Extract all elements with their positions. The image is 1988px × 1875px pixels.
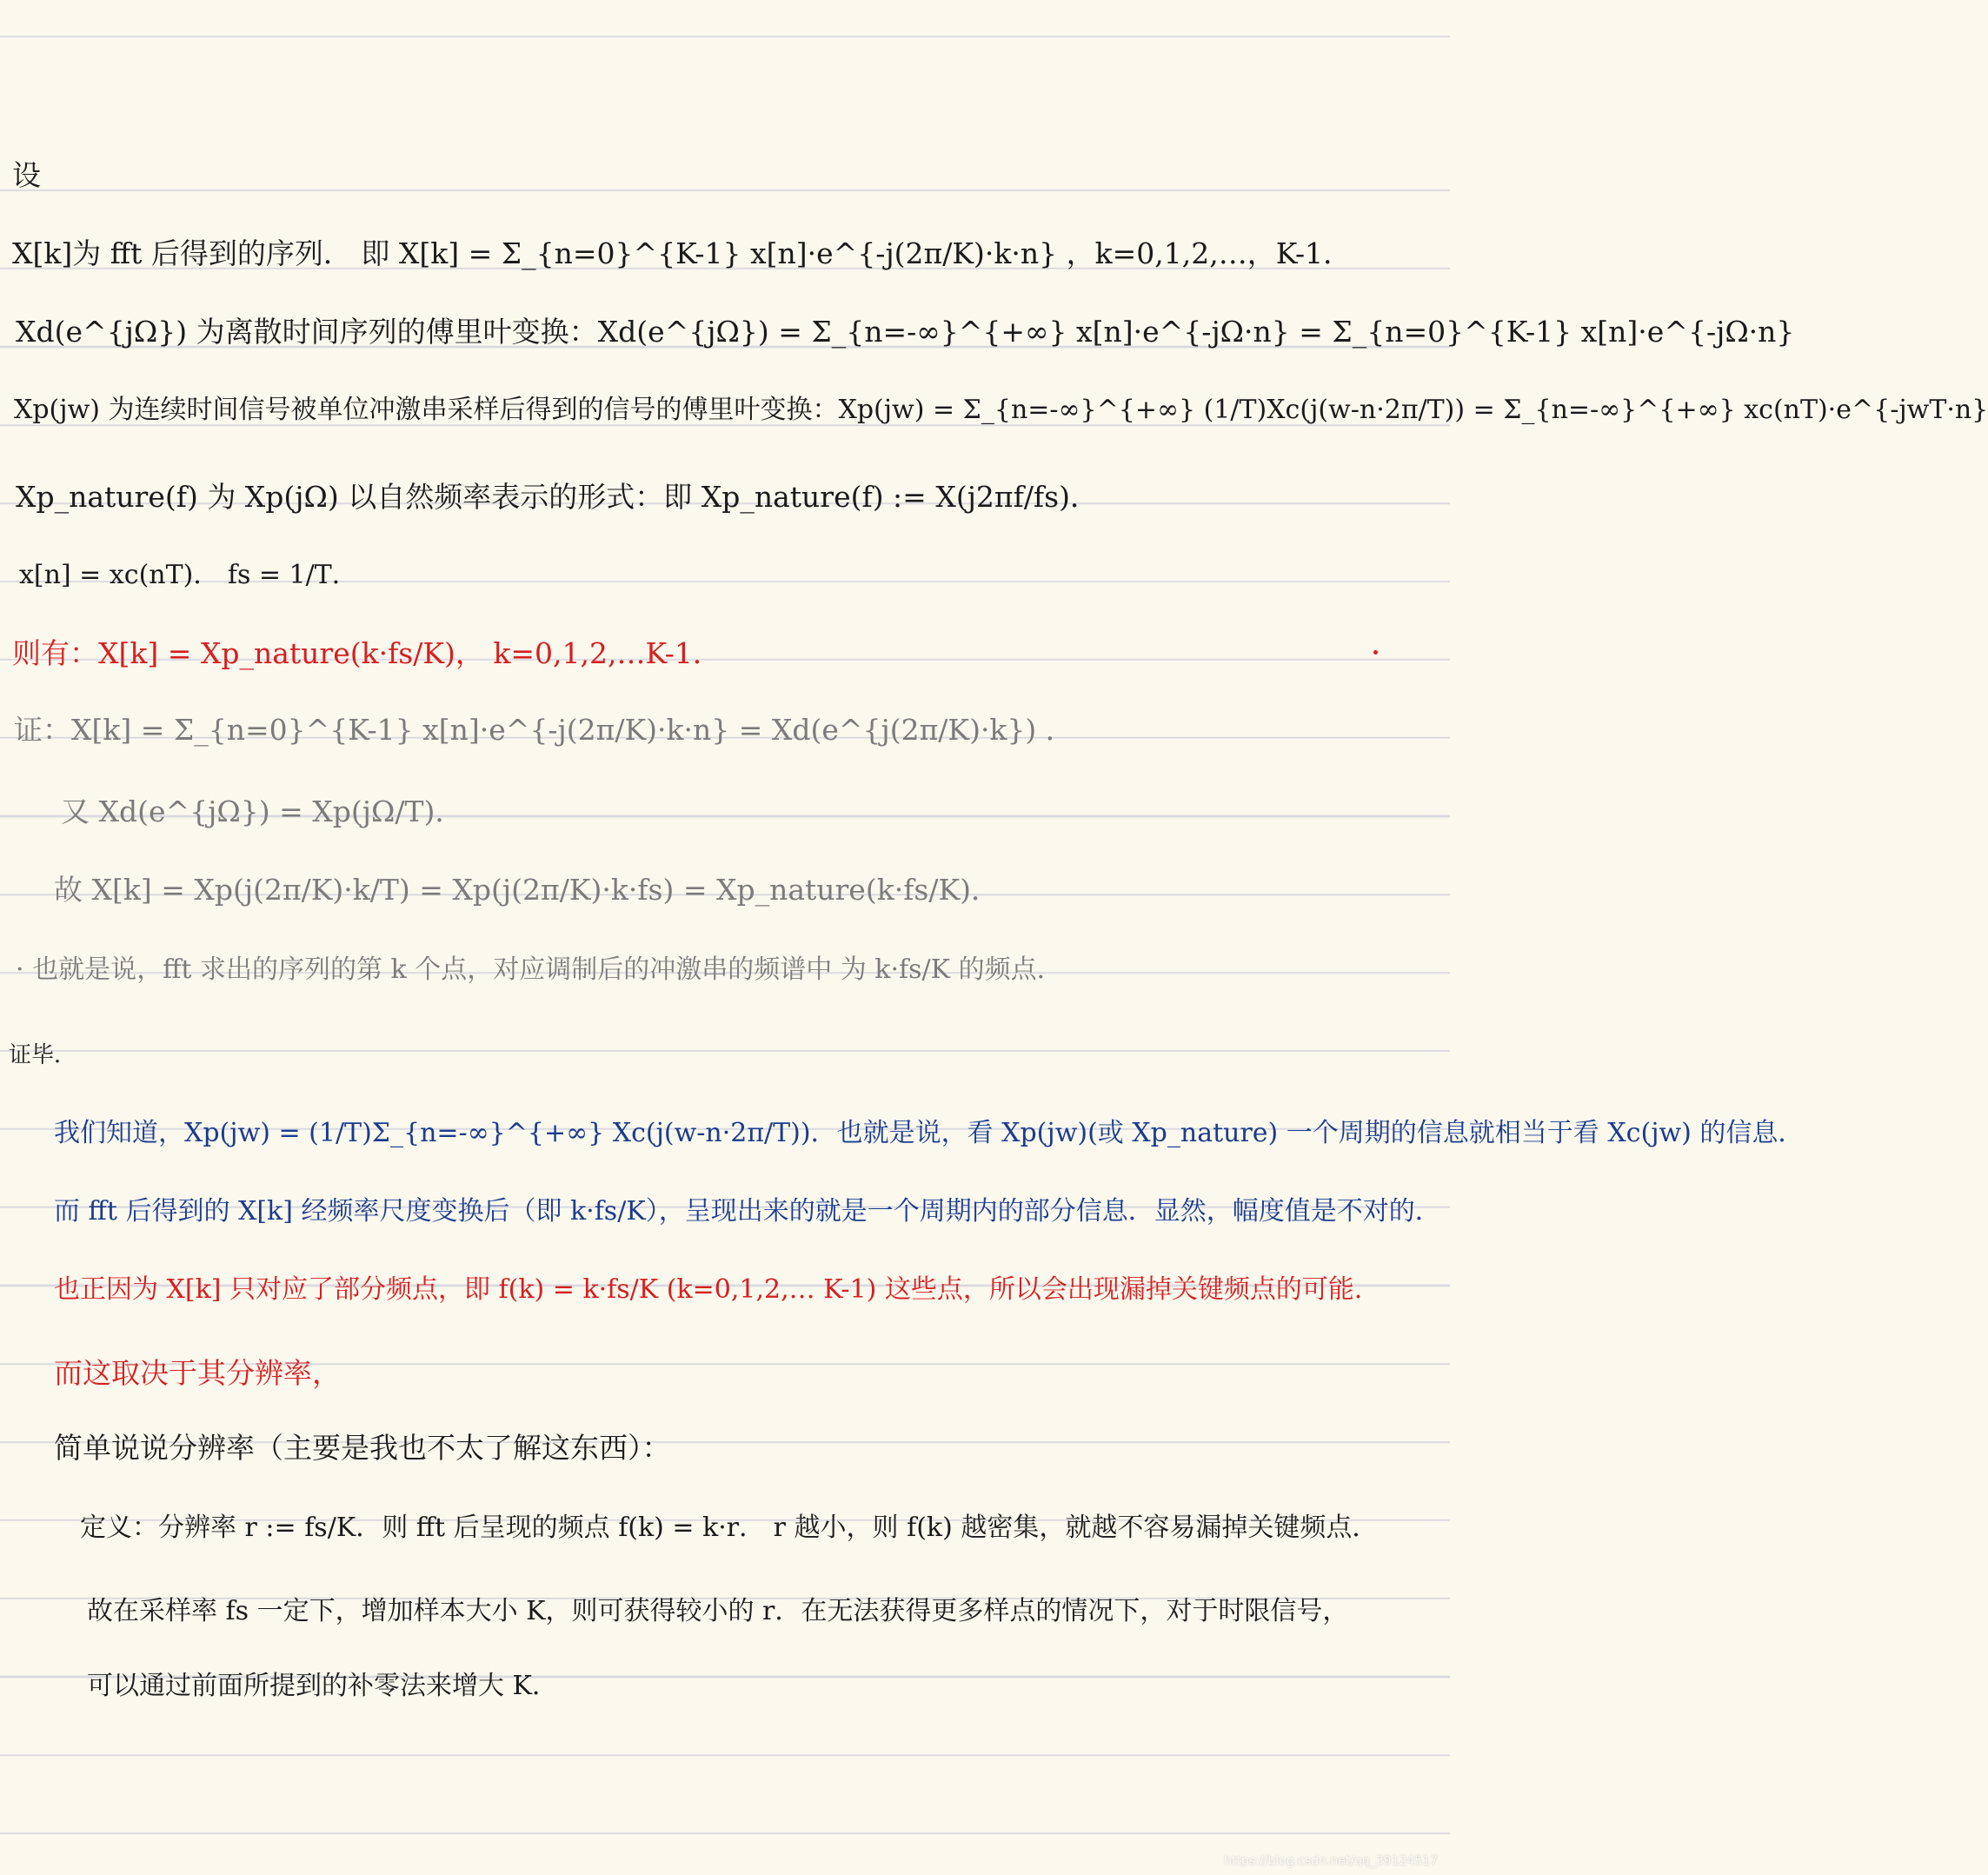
text-line-18: 故在采样率 fs 一定下，增加样本大小 K，则可获得较小的 r．在无法获得更多样点的情况下，对于时限信号， [87,1596,1349,1626]
text-line-3: Xp(jw) 为连续时间信号被单位冲激串采样后得到的信号的傅里叶变换：Xp(jw) = Σ_{n=-∞}^{+∞} (1/T)Xc(j(w-n·2π/T)) = Σ_{n=-∞}^{+∞} xc(nT)·e^{-jwT·n} [14,395,1988,425]
text-line-16: 简单说说分辨率（主要是我也不太了解这东西）： [54,1431,671,1465]
text-line-10: · 也就是说，fft 求出的序列的第 k 个点，对应调制后的冲激串的频谱中 为 k·fs/K 的频点． [16,954,1063,985]
text-line-6: 则有：X[k] = Xp_nature(k·fs/K)， k=0,1,2,…K-1． [12,636,721,670]
text-line-19: 可以通过前面所提到的补零法来增大 K． [87,1671,558,1701]
text-line-15: 而这取决于其分辨率， [54,1356,341,1390]
red-dot-mark [1373,650,1378,655]
text-line-1: X[k]为 fft 后得到的序列． 即 X[k] = Σ_{n=0}^{K-1} x[n]·e^{-j(2π/K)·k·n} ，k=0,1,2,…，K-1． [12,236,1353,270]
heading: 设 [12,158,41,192]
text-line-2: Xd(e^{jΩ}) 为离散时间序列的傅里叶变换：Xd(e^{jΩ}) = Σ_{n=-∞}^{+∞} x[n]·e^{-jΩ·n} = Σ_{n=0}^{K-1} x[n]·e^{-jΩ·n} [16,315,1795,349]
text-line-4: Xp_nature(f) 为 Xp(jΩ) 以自然频率表示的形式：即 Xp_nature(f) := X(j2πf/fs)． [16,480,1099,514]
text-line-9: 故 X[k] = Xp(j(2π/K)·k/T) = Xp(j(2π/K)·k·fs) = Xp_nature(k·fs/K)． [54,873,1000,907]
text-line-11: 证毕． [9,1042,77,1068]
text-line-14: 也正因为 X[k] 只对应了部分频点，即 f(k) = k·fs/K (k=0,1,2,… K-1) 这些点，所以会出现漏掉关键频点的可能． [54,1274,1380,1305]
text-line-7: 证：X[k] = Σ_{n=0}^{K-1} x[n]·e^{-j(2π/K)·k·n} = Xd(e^{j(2π/K)·k}) ． [14,713,1074,747]
text-line-8: 又 Xd(e^{jΩ}) = Xp(jΩ/T)． [61,795,464,828]
text-line-12: 我们知道，Xp(jw) = (1/T)Σ_{n=-∞}^{+∞} Xc(j(w-n·2π/T))．也就是说，看 Xp(jw)(或 Xp_nature) 一个周期的信息就相当于看 Xc(jw) 的信息． [54,1118,1805,1148]
watermark: https://blog.csdn.net/qq_39124517 [1224,1854,1438,1868]
text-line-5: x[n] = xc(nT)． fs = 1/T． [19,560,358,590]
text-line-17: 定义：分辨率 r := fs/K．则 fft 后呈现的频点 f(k) = k·r． r 越小，则 f(k) 越密集，就越不容易漏掉关键频点． [80,1513,1379,1543]
text-line-13: 而 fft 后得到的 X[k] 经频率尺度变换后（即 k·fs/K），呈现出来的就是一个周期内的部分信息．显然，幅度值是不对的． [54,1196,1441,1227]
